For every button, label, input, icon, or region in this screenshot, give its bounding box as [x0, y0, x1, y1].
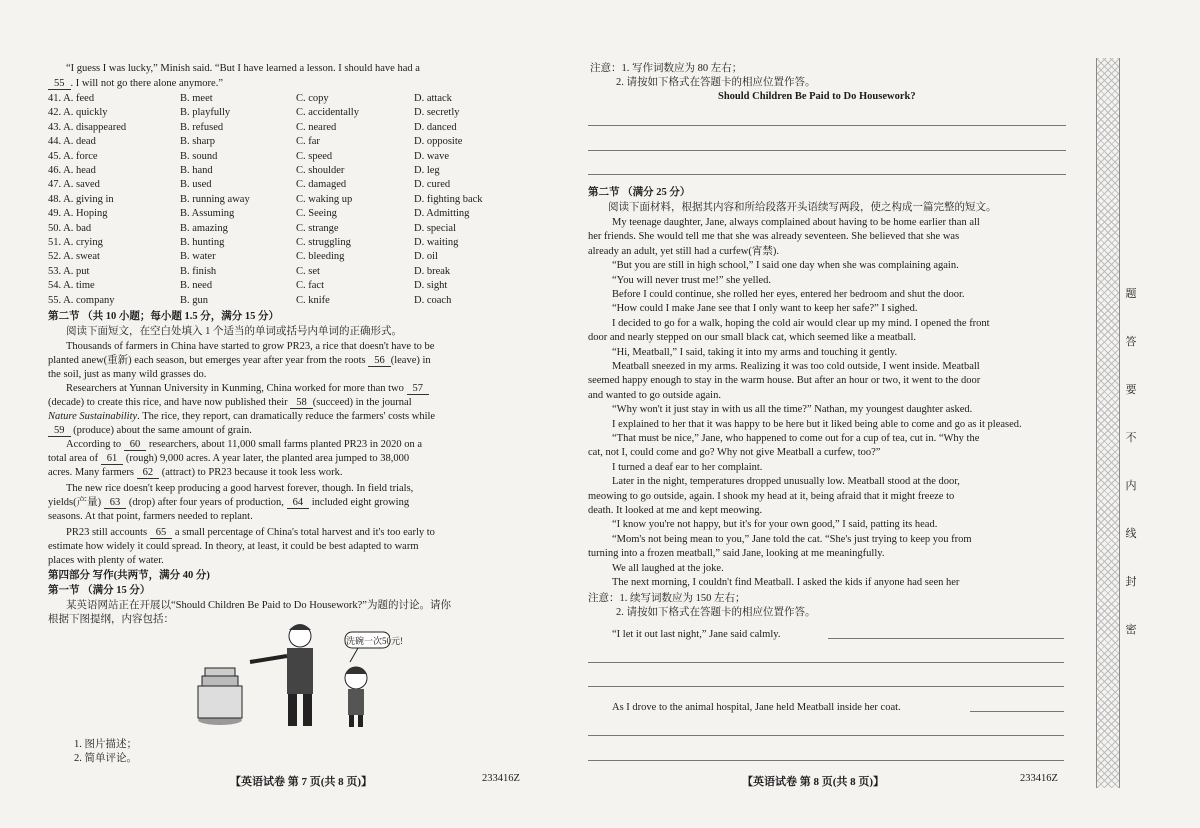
story-line: “You will never trust me!” she yelled.	[612, 274, 772, 286]
passage-line: the soil, just as many wild grasses do.	[48, 369, 207, 380]
passage-line: planted anew(重新) each season, but emerges year after year from the roots 56 (leave) in	[48, 355, 431, 366]
mcq-option: D. secretly	[414, 107, 460, 119]
instruction: 阅读下面材料，根据其内容和所给段落开头语续写两段，使之构成一篇完整的短文。	[608, 202, 997, 213]
mcq-option: D. opposite	[414, 136, 463, 148]
story-line: The next morning, I couldn't find Meatball. I asked the kids if anyone had seen her	[612, 577, 960, 588]
mcq-option: 51. A. crying	[48, 237, 103, 248]
continuation-start: “I let it out last night,” Jane said calmly.	[612, 629, 781, 640]
blank-59: 59	[48, 425, 71, 437]
story-line: “How could I make Jane see that I only want to keep her safe?” I sighed.	[612, 303, 918, 315]
mcq-option: 55. A. company	[48, 294, 115, 306]
mcq-option: D. fighting back	[414, 193, 483, 205]
blank-63: 63	[104, 497, 127, 509]
mcq-option: C. waking up	[296, 193, 353, 205]
mcq-option: B. sound	[180, 150, 218, 162]
mcq-option: B. sharp	[180, 136, 215, 148]
mcq-option: 54. A. time	[48, 280, 95, 292]
passage-line: total area of 61 (rough) 9,000 acres. A year later, the planted area jumped to 38,000	[48, 453, 410, 464]
story-line: her friends. She would tell me that she was already seventeen. She believed that she was	[588, 231, 960, 243]
blank-55: 55	[48, 78, 71, 90]
mcq-option: B. finish	[180, 265, 217, 277]
blank-57: 57	[407, 383, 430, 395]
passage-line: Thousands of farmers in China have started to grow PR23, a rice that doesn't have to be	[66, 341, 435, 352]
mcq-option: D. leg	[414, 165, 440, 176]
section-header: 第二节 （满分 25 分）	[588, 187, 691, 198]
story-line: “Hi, Meatball,” I said, taking it into my arms and touching it gently.	[612, 346, 898, 358]
outline-item: 1. 图片描述；	[74, 739, 137, 750]
writing-line	[588, 735, 1064, 736]
mcq-option: 46. A. head	[48, 165, 96, 176]
mcq-option: D. waiting	[414, 237, 459, 248]
passage-line: According to 60 researchers, about 11,000 small farms planted PR23 in 2020 on a	[66, 439, 423, 450]
passage-line: (decade) to create this rice, and have now published their 58 (succeed) in the journal	[48, 397, 412, 408]
passage-line: The new rice doesn't keep producing a good harvest forever, though. In field trials,	[66, 483, 414, 494]
passage-line: PR23 still accounts 65 a small percentage of China's total harvest and it's too early to	[66, 527, 435, 538]
mcq-option: D. break	[414, 265, 451, 277]
story-line: Later in the night, temperatures dropped unusually low. Meatball stood at the door,	[612, 476, 960, 488]
blank-62: 62	[137, 467, 160, 479]
story-line: seemed happy enough to stay in the warm house. But after an hour or two, it went to the door	[588, 375, 981, 387]
mcq-option: 47. A. saved	[48, 179, 100, 191]
writing-line	[588, 662, 1064, 663]
writing-line	[588, 125, 1066, 126]
passage-line: acres. Many farmers 62 (attract) to PR23 because it took less work.	[48, 467, 343, 478]
section-header: 第二节 （共 10 小题；每小题 1.5 分，满分 15 分）	[48, 311, 279, 322]
mcq-option: D. Admitting	[414, 208, 470, 220]
passage-line: Nature Sustainability. The rice, they report, can dramatically reduce the farmers' costs while	[48, 411, 436, 422]
passage-line: 59 (produce) about the same amount of grain.	[48, 424, 252, 437]
mcq-option: B. refused	[180, 121, 224, 133]
mcq-option: D. special	[414, 222, 456, 234]
mcq-option: 45. A. force	[48, 150, 98, 162]
mcq-option: 53. A. put	[48, 265, 90, 277]
page-footer: 【英语试卷 第 7 页(共 8 页)】	[230, 776, 373, 788]
mcq-option: D. wave	[414, 150, 449, 162]
page-footer: 【英语试卷 第 8 页(共 8 页)】	[742, 776, 885, 788]
mcq-option: C. fact	[296, 280, 324, 292]
blank-61: 61	[101, 453, 124, 465]
note: 注意：1. 续写词数应为 150 左右；	[588, 593, 746, 604]
seal-line-text: 题 答 要 不 内 线 封 密	[1125, 288, 1137, 636]
passage-line: Researchers at Yunnan University in Kunming, China worked for more than two 57	[66, 382, 429, 395]
blank-60: 60	[124, 439, 147, 451]
story-line: “That must be nice,” Jane, who happened to come out for a cup of tea, cut in. “Why the	[612, 433, 980, 444]
mcq-option: B. running away	[180, 193, 250, 205]
exam-code: 233416Z	[1020, 773, 1058, 784]
story-line: I turned a deaf ear to her complaint.	[612, 461, 763, 473]
mcq-option: 50. A. bad	[48, 222, 92, 234]
mcq-option: C. accidentally	[296, 107, 359, 119]
mcq-option: D. danced	[414, 121, 457, 133]
story-line: “Mom's not being mean to you,” Jane told the cat. “She's just trying to keep you from	[612, 533, 972, 545]
passage-line: estimate how widely it could spread. In theory, at least, it could be best adapted to warm	[48, 541, 419, 552]
story-line: and wanted to go outside again.	[588, 389, 721, 401]
mcq-option: B. amazing	[180, 222, 228, 234]
story-line: “Why won't it just stay in with us all the time?” Nathan, my youngest daughter asked.	[612, 404, 973, 416]
passage-line: places with plenty of water.	[48, 555, 164, 566]
mcq-option: C. speed	[296, 150, 333, 162]
mcq-option: D. attack	[414, 93, 452, 104]
mcq-option: B. Assuming	[180, 208, 235, 220]
mcq-option: 43. A. disappeared	[48, 121, 127, 133]
seal-border	[1096, 58, 1120, 788]
mcq-option: 41. A. feed	[48, 93, 95, 104]
mcq-option: C. shoulder	[296, 165, 345, 176]
mcq-option: C. Seeing	[296, 208, 337, 220]
story-line: “But you are still in high school,” I said one day when she was complaining again.	[612, 260, 959, 272]
story-line: turning into a frozen meatball,” said Jane, looking at me meaningfully.	[588, 548, 885, 560]
story-line: Meatball sneezed in my arms. Realizing it was too cold outside, I went inside. Meatball	[612, 361, 980, 372]
story-line: cat, not I, could come and go? Why not give Meatball a curfew, too?”	[588, 447, 881, 459]
story-line: door and nearly stepped on our small black cat, which seemed like a meatball.	[588, 332, 917, 344]
mcq-option: 42. A. quickly	[48, 107, 108, 119]
mcq-option: B. hunting	[180, 237, 225, 248]
mcq-option: B. need	[180, 280, 213, 292]
passage-line: “I guess I was lucky,” Minish said. “But I have learned a lesson. I should have had a	[66, 63, 420, 74]
mcq-option: 44. A. dead	[48, 136, 96, 148]
blank-65: 65	[150, 527, 173, 539]
story-line: death. It looked at me and kept meowing.	[588, 505, 763, 516]
writing-line	[828, 638, 1064, 639]
story-line: We all laughed at the joke.	[612, 562, 724, 574]
instruction: 阅读下面短文，在空白处填入 1 个适当的单词或括号内单词的正确形式。	[66, 326, 402, 337]
passage-line: 55 . I will not go there alone anymore.”	[48, 77, 223, 90]
mcq-option: B. used	[180, 179, 212, 191]
mcq-option: B. meet	[180, 93, 213, 104]
story-line: I decided to go for a walk, hoping the cold air would clear up my mind. I opened the front	[612, 317, 990, 329]
story-line: Before I could continue, she rolled her eyes, entered her bedroom and shut the door.	[612, 289, 965, 300]
mcq-option: D. oil	[414, 251, 438, 263]
mcq-option: C. damaged	[296, 179, 347, 191]
mcq-option: C. knife	[296, 294, 330, 306]
mcq-option: C. struggling	[296, 237, 351, 248]
blank-56: 56	[368, 355, 391, 367]
note: 2. 请按如下格式在答题卡的相应位置作答。	[616, 607, 816, 618]
section-header: 第一节 （满分 15 分）	[48, 585, 151, 596]
outline-item: 2. 简单评论。	[74, 753, 137, 764]
passage-line: seasons. At that point, farmers needed to replant.	[48, 511, 253, 522]
mcq-option: B. gun	[180, 294, 209, 306]
story-line: already an adult, yet still had a curfew(宵禁).	[588, 245, 779, 257]
blank-58: 58	[290, 397, 313, 409]
passage-line: yields(产量) 63 (drop) after four years of production, 64 included eight growing	[48, 497, 410, 508]
mcq-option: 49. A. Hoping	[48, 208, 108, 220]
writing-line	[588, 760, 1064, 761]
writing-line	[588, 686, 1064, 687]
mcq-option: 48. A. giving in	[48, 193, 114, 205]
mcq-option: C. far	[296, 136, 320, 148]
exam-code: 233416Z	[482, 773, 520, 784]
mcq-option: C. neared	[296, 121, 337, 133]
story-line: My teenage daughter, Jane, always complained about having to be home earlier than all	[612, 217, 980, 228]
mcq-option: D. cured	[414, 179, 451, 191]
part4-header: 第四部分 写作(共两节，满分 40 分)	[48, 570, 210, 581]
speech-bubble-text: 洗碗一次50元!	[346, 636, 403, 646]
note: 注意：1. 写作词数应为 80 左右；	[590, 63, 743, 74]
writing-line	[588, 150, 1066, 151]
mcq-option: B. water	[180, 251, 216, 263]
continuation-start: As I drove to the animal hospital, Jane held Meatball inside her coat.	[612, 702, 901, 713]
mcq-option: C. bleeding	[296, 251, 345, 263]
instruction: 根据下图提纲，内容包括：	[48, 614, 174, 625]
writing-line	[588, 174, 1066, 175]
mcq-option: B. playfully	[180, 107, 231, 119]
mcq-option: 52. A. sweat	[48, 251, 100, 263]
blank-64: 64	[287, 497, 310, 509]
mcq-option: C. set	[296, 265, 320, 277]
mcq-option: C. strange	[296, 222, 339, 234]
essay-title: Should Children Be Paid to Do Housework?	[718, 91, 916, 102]
story-line: I explained to her that it was happy to be here but it liked being able to come and go as it pleased.	[612, 418, 1022, 430]
mcq-option: B. hand	[180, 165, 213, 176]
story-line: “I know you're not happy, but it's for your own good,” I said, patting its head.	[612, 519, 938, 531]
note: 2. 请按如下格式在答题卡的相应位置作答。	[616, 77, 816, 88]
mcq-option: D. sight	[414, 280, 448, 292]
instruction: 某英语网站正在开展以“Should Children Be Paid to Do Housework?”为题的讨论。请你	[66, 600, 451, 611]
mcq-option: D. coach	[414, 294, 452, 306]
story-line: meowing to go outside, again. I shook my head at it, being afraid that it might freeze to	[588, 490, 955, 502]
mcq-option: C. copy	[296, 93, 329, 104]
writing-line	[970, 711, 1064, 712]
